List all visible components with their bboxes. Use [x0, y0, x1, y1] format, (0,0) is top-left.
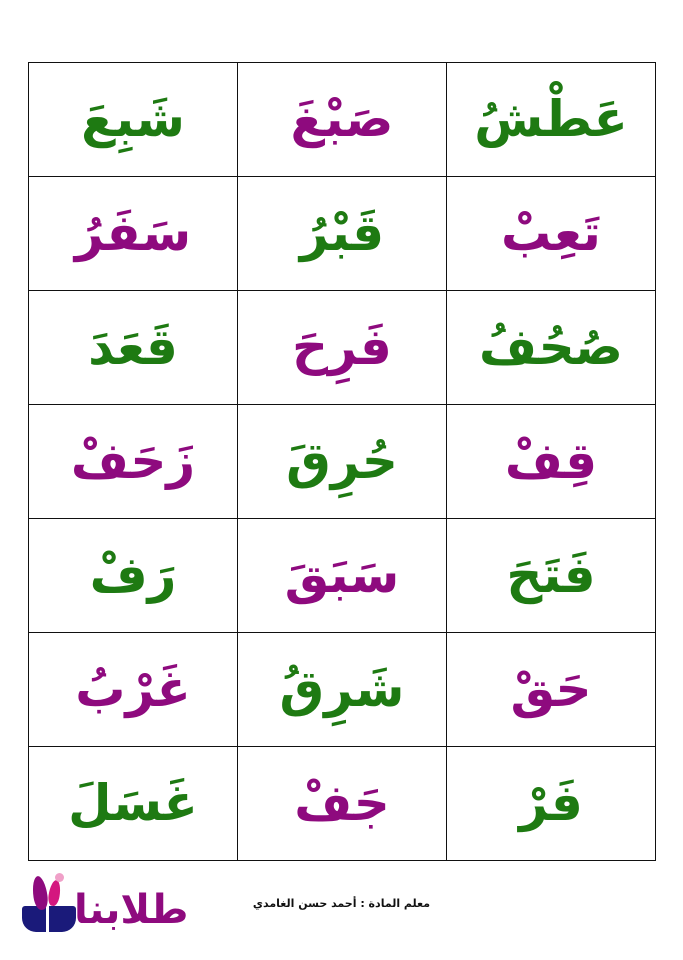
word-text: قَعَدَ	[88, 318, 178, 376]
table-cell	[447, 405, 656, 519]
table-row	[29, 177, 656, 291]
table-cell	[29, 63, 238, 177]
word-text: غَسَلَ	[68, 774, 198, 832]
table-cell	[447, 177, 656, 291]
word-text: سَبَقَ	[284, 546, 400, 604]
word-text: عَطْشُ	[474, 90, 628, 148]
arabic-words-table	[28, 62, 656, 861]
word-text: غَرْبُ	[75, 660, 191, 718]
teacher-credit: معلم المادة : أحمد حسن الغامدي	[252, 897, 431, 910]
table-cell	[447, 519, 656, 633]
table-cell	[238, 633, 447, 747]
word-text: تَعِبْ	[501, 204, 601, 262]
table-cell	[447, 747, 656, 861]
word-text: فَرْ	[519, 774, 583, 832]
word-text: رَفْ	[89, 546, 177, 604]
word-text: صَبْغَ	[290, 90, 394, 148]
table-cell	[238, 405, 447, 519]
table-row	[29, 633, 656, 747]
table-cell	[447, 63, 656, 177]
word-text: شَبِعَ	[81, 90, 185, 148]
spark-dot-icon	[55, 873, 64, 882]
table-cell	[29, 633, 238, 747]
word-text: حُرِقَ	[286, 432, 398, 490]
flame-secondary-icon	[47, 879, 62, 906]
table-body	[29, 63, 656, 861]
table-cell	[447, 291, 656, 405]
table-row	[29, 63, 656, 177]
table-cell	[447, 633, 656, 747]
table-cell	[29, 519, 238, 633]
table-cell	[29, 405, 238, 519]
page-footer	[0, 866, 683, 946]
site-logo	[18, 858, 188, 936]
word-text: حَقْ	[510, 660, 592, 718]
word-text: قَبْرُ	[299, 204, 385, 262]
book-flame-icon	[22, 866, 76, 932]
table-cell	[29, 291, 238, 405]
table-cell	[238, 291, 447, 405]
table-row	[29, 291, 656, 405]
book-icon	[22, 906, 76, 932]
table-cell	[238, 63, 447, 177]
table-cell	[29, 177, 238, 291]
word-text: فَتَحَ	[506, 546, 596, 604]
table-cell	[29, 747, 238, 861]
table-cell	[238, 519, 447, 633]
word-text: شَرِقُ	[279, 660, 405, 718]
word-text: فَرِحَ	[292, 318, 392, 376]
table-row	[29, 405, 656, 519]
word-text: سَفَرُ	[74, 204, 192, 262]
table-row	[29, 519, 656, 633]
word-text: جَفْ	[294, 774, 390, 832]
table-row	[29, 747, 656, 861]
logo-text: طلابنا	[74, 887, 189, 933]
word-text: صُحُفُ	[479, 318, 623, 376]
table-cell	[238, 177, 447, 291]
word-text: زَحَفْ	[70, 432, 196, 490]
table-cell	[238, 747, 447, 861]
word-text: قِفْ	[504, 432, 598, 490]
